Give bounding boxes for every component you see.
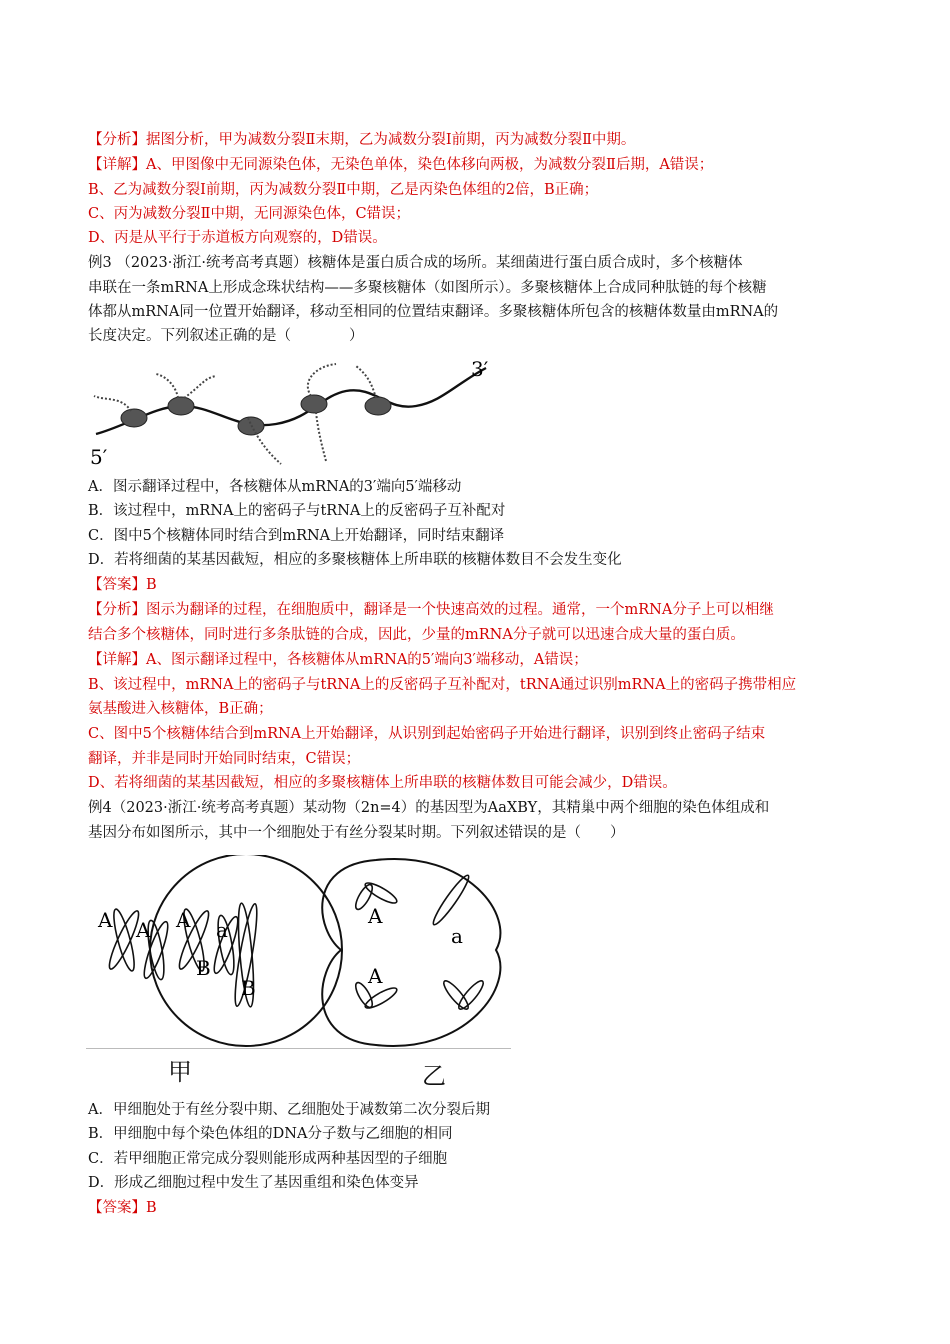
ex4-answer	[88, 1198, 157, 1218]
ex4-option-c: C．若甲细胞正常完成分裂则能形成两种基因型的子细胞	[88, 1151, 448, 1167]
gene-label: A	[368, 904, 383, 928]
ex3-analysis-2: 结合多个核糖体，同时进行多条肽链的合成，因此，少量的mRNA分子就可以迅速合成大量的蛋白质。	[88, 627, 745, 643]
ex2-detail-d: D、丙是从平行于赤道板方向观察的，D错误。	[88, 230, 387, 246]
ex3-stem-3: 体都从mRNA同一位置开始翻译，移动至相同的位置结束翻译。多聚核糖体所包含的核糖体数量由mRNA的	[88, 304, 779, 320]
cell-figures	[86, 855, 516, 1055]
answer-tag: 【答案】	[88, 1200, 146, 1216]
ex3-detail-a	[88, 650, 588, 670]
ex3-option-d: D．若将细菌的某基因截短，相应的多聚核糖体上所串联的核糖体数目不会发生变化	[88, 552, 622, 568]
peptide-chain	[308, 364, 336, 396]
ex2-detail-b: B、乙为减数分裂Ⅰ前期，丙为减数分裂Ⅱ中期，乙是丙染色体组的2倍，B正确；	[88, 182, 599, 198]
analysis-tag: 【分析】	[88, 602, 146, 618]
ex2-analysis	[88, 130, 635, 150]
answer-text: B	[146, 577, 157, 593]
ex3-option-a: A．图示翻译过程中，各核糖体从mRNA的3′端向5′端移动	[88, 479, 462, 495]
detail-text: A、甲图像中无同源染色体，无染色单体，染色体移向两极，为减数分裂Ⅱ后期，A错误；	[146, 157, 714, 173]
ex3-stem-2: 串联在一条mRNA上形成念珠状结构——多聚核糖体（如图所示）。多聚核糖体上合成同种肽链的每个核糖	[88, 280, 767, 296]
mrna-strand	[96, 368, 486, 434]
cell-yi-membrane	[322, 859, 500, 1046]
gene-label: A	[176, 908, 191, 932]
ex3-detail-line: D、若将细菌的某基因截短，相应的多聚核糖体上所串联的核糖体数目可能会减少，D错误。	[88, 775, 677, 791]
peptide-chain	[156, 374, 178, 398]
analysis-tag: 【分析】	[88, 132, 146, 148]
label-3-prime: 3′	[471, 357, 489, 381]
gene-label: a	[216, 918, 228, 942]
gene-label: A	[368, 964, 383, 988]
answer-text: B	[146, 1200, 157, 1216]
ex2-detail	[88, 155, 713, 175]
cell-yi-chromosomes	[353, 873, 487, 1012]
gene-label: a	[451, 924, 463, 948]
gene-label: A	[136, 918, 151, 942]
ex3-analysis-1	[88, 600, 774, 620]
ex4-stem-1: 例4（2023·浙江·统考高考真题）某动物（2n=4）的基因型为AaXBY，其精巢中两个细胞的染色体组成和	[88, 800, 770, 816]
ex3-detail-line: 氨基酸进入核糖体，B正确；	[88, 701, 273, 717]
ribosome	[168, 397, 194, 415]
answer-tag: 【答案】	[88, 577, 146, 593]
peptide-chain	[184, 376, 216, 398]
ex3-answer	[88, 575, 157, 595]
ribosome	[301, 395, 327, 413]
detail-text: A、图示翻译过程中，各核糖体从mRNA的5′端向3′端移动，A错误；	[146, 652, 588, 668]
ex3-option-c: C．图中5个核糖体同时结合到mRNA上开始翻译，同时结束翻译	[88, 528, 505, 544]
polyribosome-figure	[86, 356, 506, 471]
analysis-text: 图示为翻译的过程，在细胞质中，翻译是一个快速高效的过程。通常，一个mRNA分子上可以相继	[146, 602, 774, 618]
ex4-option-b: B．甲细胞中每个染色体组的DNA分子数与乙细胞的相同	[88, 1126, 453, 1142]
ribosome	[365, 397, 391, 415]
detail-tag: 【详解】	[88, 157, 146, 173]
ex3-detail-line: B、该过程中，mRNA上的密码子与tRNA上的反密码子互补配对，tRNA通过识别mRNA上的密码子携带相应	[88, 677, 797, 693]
caption-yi: 乙	[422, 1062, 446, 1090]
ex4-stem-2: 基因分布如图所示，其中一个细胞处于有丝分裂某时期。下列叙述错误的是（ ）	[88, 825, 625, 841]
peptide-chain	[94, 396, 131, 411]
gene-label: A	[98, 908, 113, 932]
ex3-detail-line: C、图中5个核糖体结合到mRNA上开始翻译，从识别到起始密码子开始进行翻译，识别到终止密码子结束	[88, 726, 766, 742]
ex3-option-b: B．该过程中，mRNA上的密码子与tRNA上的反密码子互补配对	[88, 503, 506, 519]
ex4-option-d: D．形成乙细胞过程中发生了基因重组和染色体变异	[88, 1175, 419, 1191]
gene-label: B	[241, 976, 256, 1000]
ex3-stem-1: 例3 （2023·浙江·统考高考真题）核糖体是蛋白质合成的场所。某细菌进行蛋白质合成时，多个核糖体	[88, 255, 743, 271]
analysis-text: 据图分析，甲为减数分裂Ⅱ末期，乙为减数分裂Ⅰ前期，丙为减数分裂Ⅱ中期。	[146, 132, 636, 148]
ex2-detail-c: C、丙为减数分裂Ⅱ中期，无同源染色体，C错误；	[88, 206, 411, 222]
ex4-option-a: A．甲细胞处于有丝分裂中期、乙细胞处于减数第二次分裂后期	[88, 1102, 490, 1118]
label-5-prime: 5′	[90, 445, 108, 469]
ex3-stem-4: 长度决定。下列叙述正确的是（ ）	[88, 328, 364, 344]
caption-jia: 甲	[168, 1058, 192, 1086]
cell-jia-membrane	[150, 855, 342, 1046]
ribosome	[121, 409, 147, 427]
gene-label: B	[196, 956, 211, 980]
peptide-chain	[316, 412, 326, 461]
detail-tag: 【详解】	[88, 652, 146, 668]
ex3-detail-line: 翻译，并非是同时开始同时结束，C错误；	[88, 751, 361, 767]
figure-divider	[86, 1048, 511, 1049]
